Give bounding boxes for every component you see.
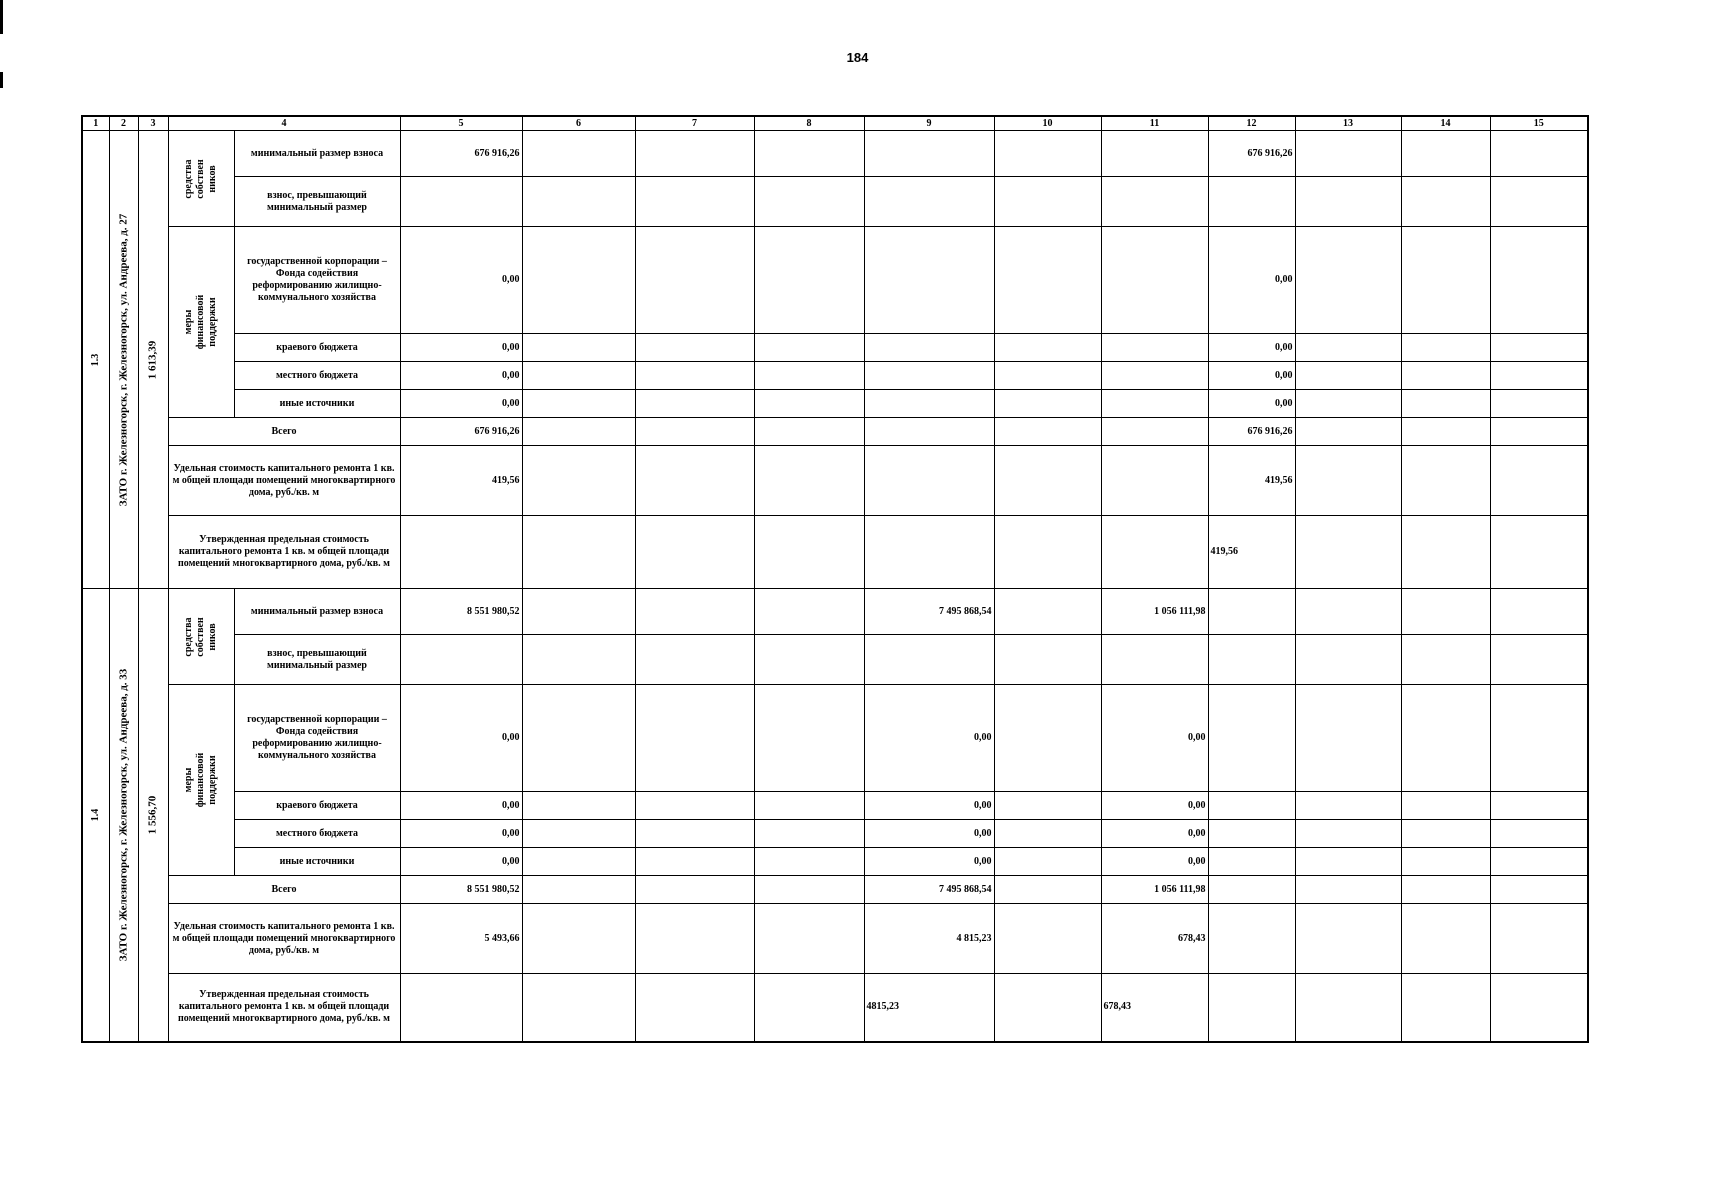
table-row xyxy=(82,131,1588,177)
cell-col12: 0,00 xyxy=(1208,390,1295,418)
row-label: Всего xyxy=(168,418,400,446)
cell-col11: 0,00 xyxy=(1101,685,1208,792)
col-num-11: 11 xyxy=(1101,116,1208,131)
cell-col5: 5 493,66 xyxy=(400,904,522,974)
table-row xyxy=(82,974,1588,1042)
cell-col11 xyxy=(1101,362,1208,390)
table-row xyxy=(82,820,1588,848)
repair-plan-table xyxy=(81,115,1589,1043)
cell-col5: 676 916,26 xyxy=(400,131,522,177)
cell-col5: 8 551 980,52 xyxy=(400,589,522,635)
cell-col12 xyxy=(1208,685,1295,792)
scan-edge-mark-mid xyxy=(0,72,3,88)
col-num-8: 8 xyxy=(754,116,864,131)
support-measures-group: меры финансовой поддержки xyxy=(168,685,234,876)
col-num-1: 1 xyxy=(82,116,109,131)
house-area: 1 556,70 xyxy=(138,589,168,1042)
cell-col5: 419,56 xyxy=(400,446,522,516)
cell-col5: 0,00 xyxy=(400,685,522,792)
cell-col11 xyxy=(1101,516,1208,589)
col-num-10: 10 xyxy=(994,116,1101,131)
cell-col12 xyxy=(1208,589,1295,635)
cell-col11: 0,00 xyxy=(1101,848,1208,876)
col-num-7: 7 xyxy=(635,116,754,131)
col-num-5: 5 xyxy=(400,116,522,131)
row-label: иные источники xyxy=(234,848,400,876)
row-label: иные источники xyxy=(234,390,400,418)
page-number: 184 xyxy=(846,50,869,65)
cell-col5: 8 551 980,52 xyxy=(400,876,522,904)
cell-col9: 4 815,23 xyxy=(864,904,994,974)
cell-col9: 0,00 xyxy=(864,792,994,820)
cell-col9 xyxy=(864,334,994,362)
cell-col9: 0,00 xyxy=(864,848,994,876)
row-label: Утвержденная предельная стоимость капитального ремонта 1 кв. м общей площади помещений многоквартирного дома, руб./кв. м xyxy=(168,974,400,1042)
row-label: минимальный размер взноса xyxy=(234,589,400,635)
cell-col12 xyxy=(1208,876,1295,904)
row-label: Удельная стоимость капитального ремонта 1 кв. м общей площади помещений многоквартирного дома, руб./кв. м xyxy=(168,904,400,974)
cell-col12: 419,56 xyxy=(1208,516,1295,589)
cell-col5: 0,00 xyxy=(400,362,522,390)
cell-col11 xyxy=(1101,131,1208,177)
row-label: Удельная стоимость капитального ремонта 1 кв. м общей площади помещений многоквартирного дома, руб./кв. м xyxy=(168,446,400,516)
cell-col12 xyxy=(1208,904,1295,974)
cell-col11: 0,00 xyxy=(1101,792,1208,820)
cell-col11: 1 056 111,98 xyxy=(1101,876,1208,904)
table-row xyxy=(82,904,1588,974)
scan-edge-mark-top xyxy=(0,0,3,34)
cell-col5: 0,00 xyxy=(400,390,522,418)
row-label: государственной корпорации – Фонда содействия реформированию жилищно-коммунального хозяйства xyxy=(234,227,400,334)
cell-col12: 419,56 xyxy=(1208,446,1295,516)
table-row xyxy=(82,589,1588,635)
cell-col5: 0,00 xyxy=(400,334,522,362)
section-number: 1.3 xyxy=(82,131,109,589)
cell-col12 xyxy=(1208,792,1295,820)
cell-col11: 678,43 xyxy=(1101,974,1208,1042)
col-num-14: 14 xyxy=(1401,116,1490,131)
table-row xyxy=(82,390,1588,418)
cell-col9: 0,00 xyxy=(864,820,994,848)
cell-col5: 0,00 xyxy=(400,848,522,876)
table-row xyxy=(82,635,1588,685)
row-label: государственной корпорации – Фонда содействия реформированию жилищно-коммунального хозяйства xyxy=(234,685,400,792)
cell-col9 xyxy=(864,446,994,516)
row-label: Всего xyxy=(168,876,400,904)
cell-col9 xyxy=(864,390,994,418)
cell-col12 xyxy=(1208,974,1295,1042)
row-label: краевого бюджета xyxy=(234,334,400,362)
cell-col5: 0,00 xyxy=(400,792,522,820)
cell-col5: 676 916,26 xyxy=(400,418,522,446)
row-label: взнос, превышающий минимальный размер xyxy=(234,635,400,685)
row-label: местного бюджета xyxy=(234,362,400,390)
cell-col11: 678,43 xyxy=(1101,904,1208,974)
owners-funds-group: средства собствен ников xyxy=(168,131,234,227)
cell-col12 xyxy=(1208,820,1295,848)
cell-col11: 1 056 111,98 xyxy=(1101,589,1208,635)
support-measures-group: меры финансовой поддержки xyxy=(168,227,234,418)
table-row xyxy=(82,227,1588,334)
row-label: Утвержденная предельная стоимость капитального ремонта 1 кв. м общей площади помещений многоквартирного дома, руб./кв. м xyxy=(168,516,400,589)
cell-col9 xyxy=(864,362,994,390)
cell-col11: 0,00 xyxy=(1101,820,1208,848)
col-num-2: 2 xyxy=(109,116,138,131)
table-row xyxy=(82,418,1588,446)
section-number: 1.4 xyxy=(82,589,109,1042)
cell-col11 xyxy=(1101,334,1208,362)
cell-col12: 0,00 xyxy=(1208,227,1295,334)
cell-col9 xyxy=(864,227,994,334)
row-label: минимальный размер взноса xyxy=(234,131,400,177)
col-num-13: 13 xyxy=(1295,116,1401,131)
cell-col9 xyxy=(864,131,994,177)
row-label: взнос, превышающий минимальный размер xyxy=(234,177,400,227)
table-row xyxy=(82,876,1588,904)
cell-col5: 0,00 xyxy=(400,820,522,848)
cell-col12: 0,00 xyxy=(1208,334,1295,362)
table-row xyxy=(82,685,1588,792)
cell-col9: 7 495 868,54 xyxy=(864,876,994,904)
cell-col11 xyxy=(1101,418,1208,446)
cell-col11 xyxy=(1101,390,1208,418)
col-num-4: 4 xyxy=(168,116,400,131)
table-row xyxy=(82,516,1588,589)
house-address: ЗАТО г. Железногорск, г. Железногорск, ул. Андреева, д. 27 xyxy=(109,131,138,589)
cell-col9 xyxy=(864,418,994,446)
table-row xyxy=(82,792,1588,820)
column-number-row xyxy=(82,116,1588,131)
cell-col9 xyxy=(864,516,994,589)
cell-col12: 676 916,26 xyxy=(1208,131,1295,177)
col-num-3: 3 xyxy=(138,116,168,131)
table-row xyxy=(82,334,1588,362)
col-num-12: 12 xyxy=(1208,116,1295,131)
col-num-9: 9 xyxy=(864,116,994,131)
row-label: местного бюджета xyxy=(234,820,400,848)
col-num-15: 15 xyxy=(1490,116,1588,131)
table-row xyxy=(82,177,1588,227)
cell-col11 xyxy=(1101,227,1208,334)
house-area: 1 613,39 xyxy=(138,131,168,589)
cell-col12 xyxy=(1208,848,1295,876)
cell-col9: 0,00 xyxy=(864,685,994,792)
row-label: краевого бюджета xyxy=(234,792,400,820)
house-address: ЗАТО г. Железногорск, г. Железногорск, ул. Андреева, д. 33 xyxy=(109,589,138,1042)
cell-col12: 676 916,26 xyxy=(1208,418,1295,446)
cell-col5: 0,00 xyxy=(400,227,522,334)
table-row xyxy=(82,446,1588,516)
cell-col9: 4815,23 xyxy=(864,974,994,1042)
cell-col9: 7 495 868,54 xyxy=(864,589,994,635)
table-row xyxy=(82,848,1588,876)
cell-col11 xyxy=(1101,446,1208,516)
owners-funds-group: средства собствен ников xyxy=(168,589,234,685)
table-row xyxy=(82,362,1588,390)
col-num-6: 6 xyxy=(522,116,635,131)
cell-col12: 0,00 xyxy=(1208,362,1295,390)
